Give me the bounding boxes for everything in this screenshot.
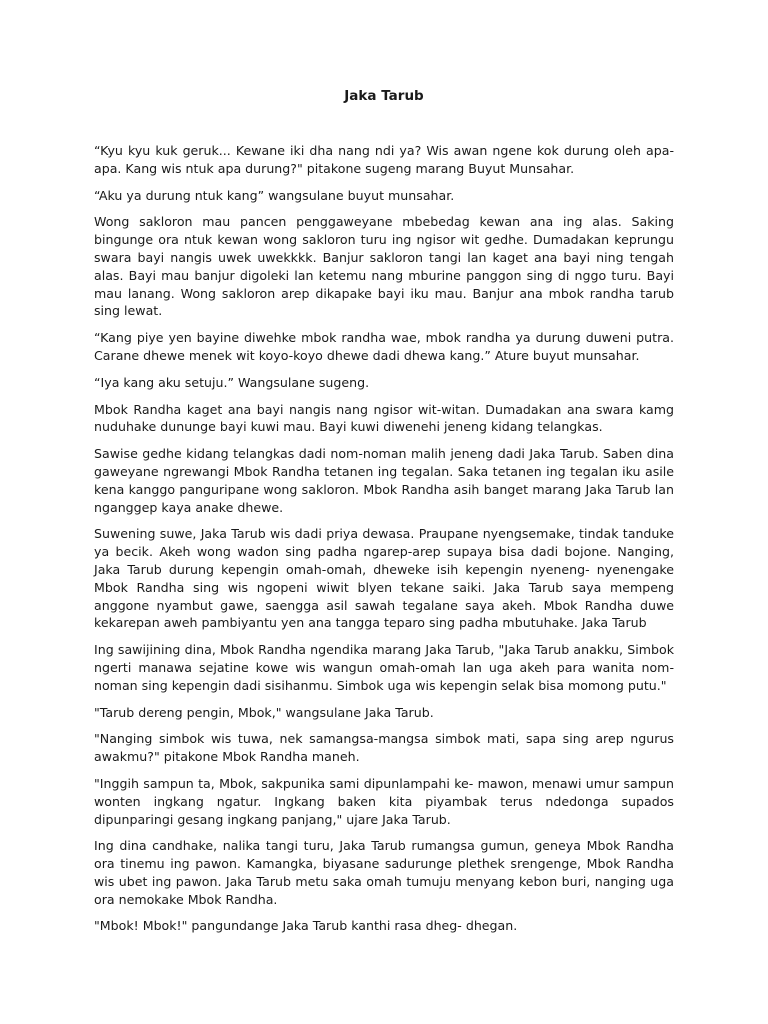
paragraph: Suwening suwe, Jaka Tarub wis dadi priya dewasa. Praupane nyengsemake, tindak tanduke ya becik. Akeh wong wadon sing padha ngarep-arep supaya bisa dadi bojone. Nanging, Jaka Tarub durung kepengin omah-omah, dheweke isih kepengin nyeneng- nyenengake Mbok Randha sing wis ngopeni wiwit blyen tekane saiki. Jaka Tarub saya mempeng anggone nyambut gawe, saengga asil sawah tegalane saya akeh. Mbok Randha duwe kekarepan aweh pambiyantu yen ana tangga teparo sing padha mbutuhake. Jaka Tarub: [94, 526, 674, 631]
paragraph: “Kyu kyu kuk geruk... Kewane iki dha nang ndi ya? Wis awan ngene kok durung oleh apa-apa. Kang wis ntuk apa durung?" pitakone sugeng marang Buyut Munsahar.: [94, 143, 674, 176]
document-body: [94, 142, 674, 935]
paragraph: Ing dina candhake, nalika tangi turu, Jaka Tarub rumangsa gumun, geneya Mbok Randha ora tinemu ing pawon. Kamangka, biyasane sadurunge plethek srengenge, Mbok Randha wis ubet ing pawon. Jaka Tarub metu saka omah tumuju menyang kebon buri, nanging uga ora nemokake Mbok Randha.: [94, 838, 674, 907]
paragraph: Wong sakloron mau pancen penggaweyane mbebedag kewan ana ing alas. Saking bingunge ora ntuk kewan wong sakloron turu ing ngisor wit gedhe. Dumadakan keprungu swara bayi nangis uwek uwekkkk. Banjur sakloron tangi lan kaget ana bayi ning tengah alas. Bayi mau banjur digoleki lan ketemu nang mburine panggon sing di nggo turu. Bayi mau lanang. Wong sakloron arep dikapake bayi iku mau. Banjur ana mbok randha tarub sing lewat.: [94, 214, 674, 319]
paragraph: “Iya kang aku setuju.” Wangsulane sugeng.: [94, 374, 370, 390]
paragraph: "Tarub dereng pengin, Mbok," wangsulane Jaka Tarub.: [94, 704, 434, 720]
paragraph: "Mbok! Mbok!" pangundange Jaka Tarub kanthi rasa dheg- dhegan.: [94, 918, 518, 934]
paragraph: Mbok Randha kaget ana bayi nangis nang ngisor wit-witan. Dumadakan ana swara kamg nuduhake dunungе bayi kuwi mau. Bayi kuwi diwenehi jeneng kidang telangkas.: [94, 401, 674, 435]
paragraph: “Aku ya durung ntuk kang” wangsulane buyut munsahar.: [94, 187, 455, 203]
paragraph: Sawise gedhe kidang telangkas dadi nom-noman malih jeneng dadi Jaka Tarub. Saben dina gaweyane ngrewangi Mbok Randha tetanen ing tegalan. Saka tetanen ing tegalan iku asile kena kanggo panguripane wong sakloron. Mbok Randha asih banget marang Jaka Tarub lan nganggep kaya anake dhewe.: [94, 446, 674, 515]
paragraph: "Inggih sampun ta, Mbok, sakpunika sami dipunlampahi ke- mawon, menawi umur sampun wonten ingkang ngatur. Ingkang baken kita piyambak terus ndedonga supados dipunparingi gesang ingkang panjang," ujare Jaka Tarub.: [94, 775, 674, 827]
paragraph: Ing sawijining dina, Mbok Randha ngendika marang Jaka Tarub, "Jaka Tarub anakku, Simbok ngerti manawa sejatine kowe wis wangun omah-omah lan uga akeh para wanita nom-noman sing kepengin dadi sisihanmu. Simbok uga wis kepengin selak bisa momong putu.": [94, 642, 674, 693]
paragraph: "Nanging simbok wis tuwa, nek samangsa-mangsa simbok mati, sapa sing arep ngurus awakmu?" pitakone Mbok Randha maneh.: [94, 731, 674, 765]
paragraph: “Kang piye yen bayine diwehke mbok randha wae, mbok randha ya durung duweni putra. Carane dhewe menek wit koyo-koyo dhewe dadi dhewa kang.” Ature buyut munsahar.: [94, 330, 674, 363]
document-title: Jaka Tarub: [344, 88, 424, 104]
